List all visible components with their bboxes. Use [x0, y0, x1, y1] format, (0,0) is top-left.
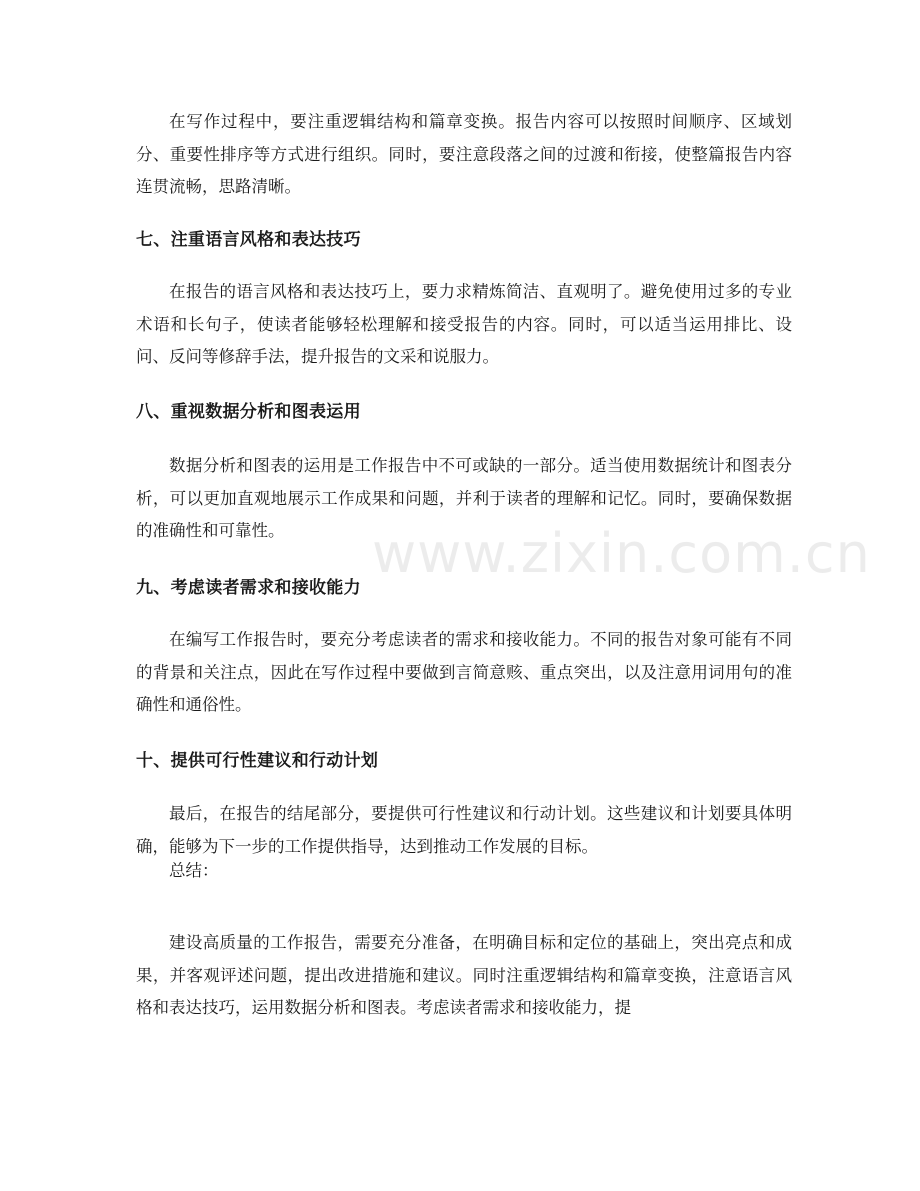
paragraph-text: 在报告的语言风格和表达技巧上，要力求精炼简洁、直观明了。避免使用过多的专业术语和长句子，使读者能够轻松理解和接受报告的内容。同时，可以适当运用排比、设问、反问等修辞手法，提升报告的文采和说服力。	[136, 282, 792, 366]
paragraph-text: 数据分析和图表的运用是工作报告中不可或缺的一部分。适当使用数据统计和图表分析，可以更加直观地展示工作成果和问题，并利于读者的理解和记忆。同时，要确保数据的准确性和可靠性。	[136, 456, 792, 540]
paragraph-text: 在写作过程中，要注重逻辑结构和篇章变换。报告内容可以按照时间顺序、区域划分、重要性排序等方式进行组织。同时，要注意段落之间的过渡和衔接，使整篇报告内容连贯流畅，思路清晰。	[136, 112, 792, 196]
paragraph-recommendations	[136, 798, 792, 863]
section-heading-text: 八、重视数据分析和图表运用	[136, 402, 361, 422]
section-heading-7	[136, 226, 792, 254]
paragraph-structure	[136, 106, 792, 204]
section-heading-8	[136, 398, 792, 426]
paragraph-text: 最后，在报告的结尾部分，要提供可行性建议和行动计划。这些建议和计划要具体明确，能够为下一步的工作提供指导，达到推动工作发展的目标。	[136, 804, 792, 856]
section-heading-text: 九、考虑读者需求和接收能力	[136, 578, 361, 598]
section-heading-text: 十、提供可行性建议和行动计划	[136, 751, 379, 771]
section-heading-9	[136, 574, 792, 602]
paragraph-text: 在编写工作报告时，要充分考虑读者的需求和接收能力。不同的报告对象可能有不同的背景和关注点，因此在写作过程中要做到言简意赅、重点突出，以及注意用词用句的准确性和通俗性。	[136, 630, 792, 714]
paragraph-data-analysis	[136, 450, 792, 548]
watermark-text: www.zixin.com.cn	[372, 522, 871, 585]
summary-label	[136, 855, 792, 888]
paragraph-reader-needs	[136, 624, 792, 722]
summary-label-text: 总结：	[169, 861, 219, 880]
section-heading-10	[136, 747, 792, 775]
section-heading-text: 七、注重语言风格和表达技巧	[136, 230, 361, 250]
paragraph-language-style	[136, 276, 792, 374]
paragraph-summary	[136, 927, 792, 1025]
paragraph-text: 建设高质量的工作报告，需要充分准备，在明确目标和定位的基础上，突出亮点和成果，并客观评述问题，提出改进措施和建议。同时注重逻辑结构和篇章变换，注意语言风格和表达技巧，运用数据分析和图表。考虑读者需求和接收能力，提	[136, 933, 792, 1017]
